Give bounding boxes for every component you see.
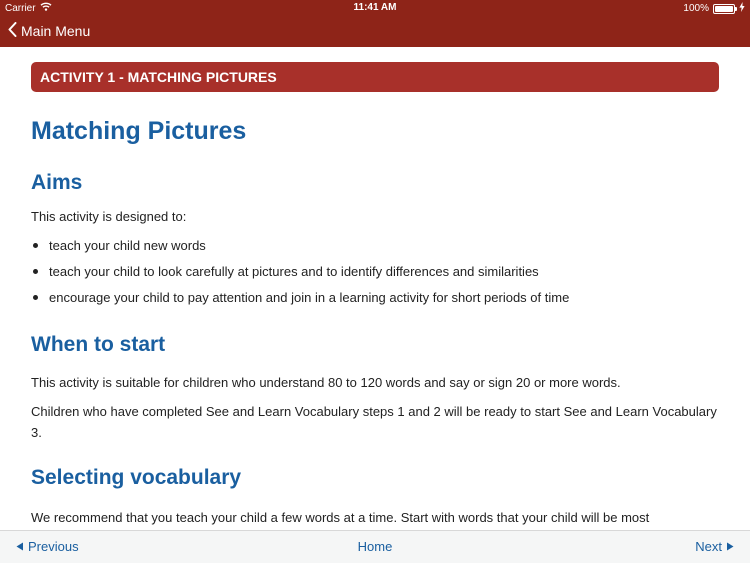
status-bar [0, 0, 750, 16]
carrier-label: Carrier [5, 2, 36, 14]
charging-bolt-icon [739, 2, 745, 15]
aims-heading: Aims [31, 171, 83, 194]
selecting-vocabulary-heading: Selecting vocabulary [31, 466, 242, 489]
page-title: Matching Pictures [31, 117, 247, 145]
activity-banner: ACTIVITY 1 - MATCHING PICTURES [31, 62, 719, 92]
battery-icon [713, 4, 735, 14]
back-to-main-menu-button[interactable] [8, 20, 90, 42]
clock-time: 11:41 AM [353, 2, 397, 13]
when-paragraph-2: Children who have completed See and Learn Vocabulary steps 1 and 2 will be ready to start See and Learn Vocabulary 3. [31, 404, 717, 440]
home-button[interactable] [0, 539, 750, 554]
bottom-toolbar [0, 530, 750, 563]
when-to-start-heading: When to start [31, 333, 166, 356]
activity-content[interactable] [0, 47, 750, 530]
battery-label: 100% [683, 3, 709, 14]
list-item: teach your child to look carefully at pictures and to identify differences and similarities [31, 261, 719, 282]
battery-status [683, 2, 745, 15]
next-button[interactable] [695, 539, 734, 554]
back-label: Main Menu [21, 23, 91, 39]
selecting-paragraph-1: We recommend that you teach your child a few words at a time. Start with words that your child will be most [31, 510, 650, 525]
when-paragraph-1: This activity is suitable for children who understand 80 to 120 words and say or sign 20 or more words. [31, 375, 621, 390]
previous-label: Previous [28, 539, 79, 554]
aims-list [31, 235, 719, 308]
next-label: Next [695, 539, 722, 554]
home-label: Home [357, 539, 393, 554]
battery-fill [715, 6, 733, 12]
triangle-right-icon [726, 539, 734, 554]
list-item: teach your child new words [31, 235, 719, 256]
aims-intro: This activity is designed to: [31, 209, 187, 224]
chevron-left-icon [8, 22, 17, 40]
list-item: encourage your child to pay attention and join in a learning activity for short periods of time [31, 287, 719, 308]
top-bar [0, 0, 750, 47]
